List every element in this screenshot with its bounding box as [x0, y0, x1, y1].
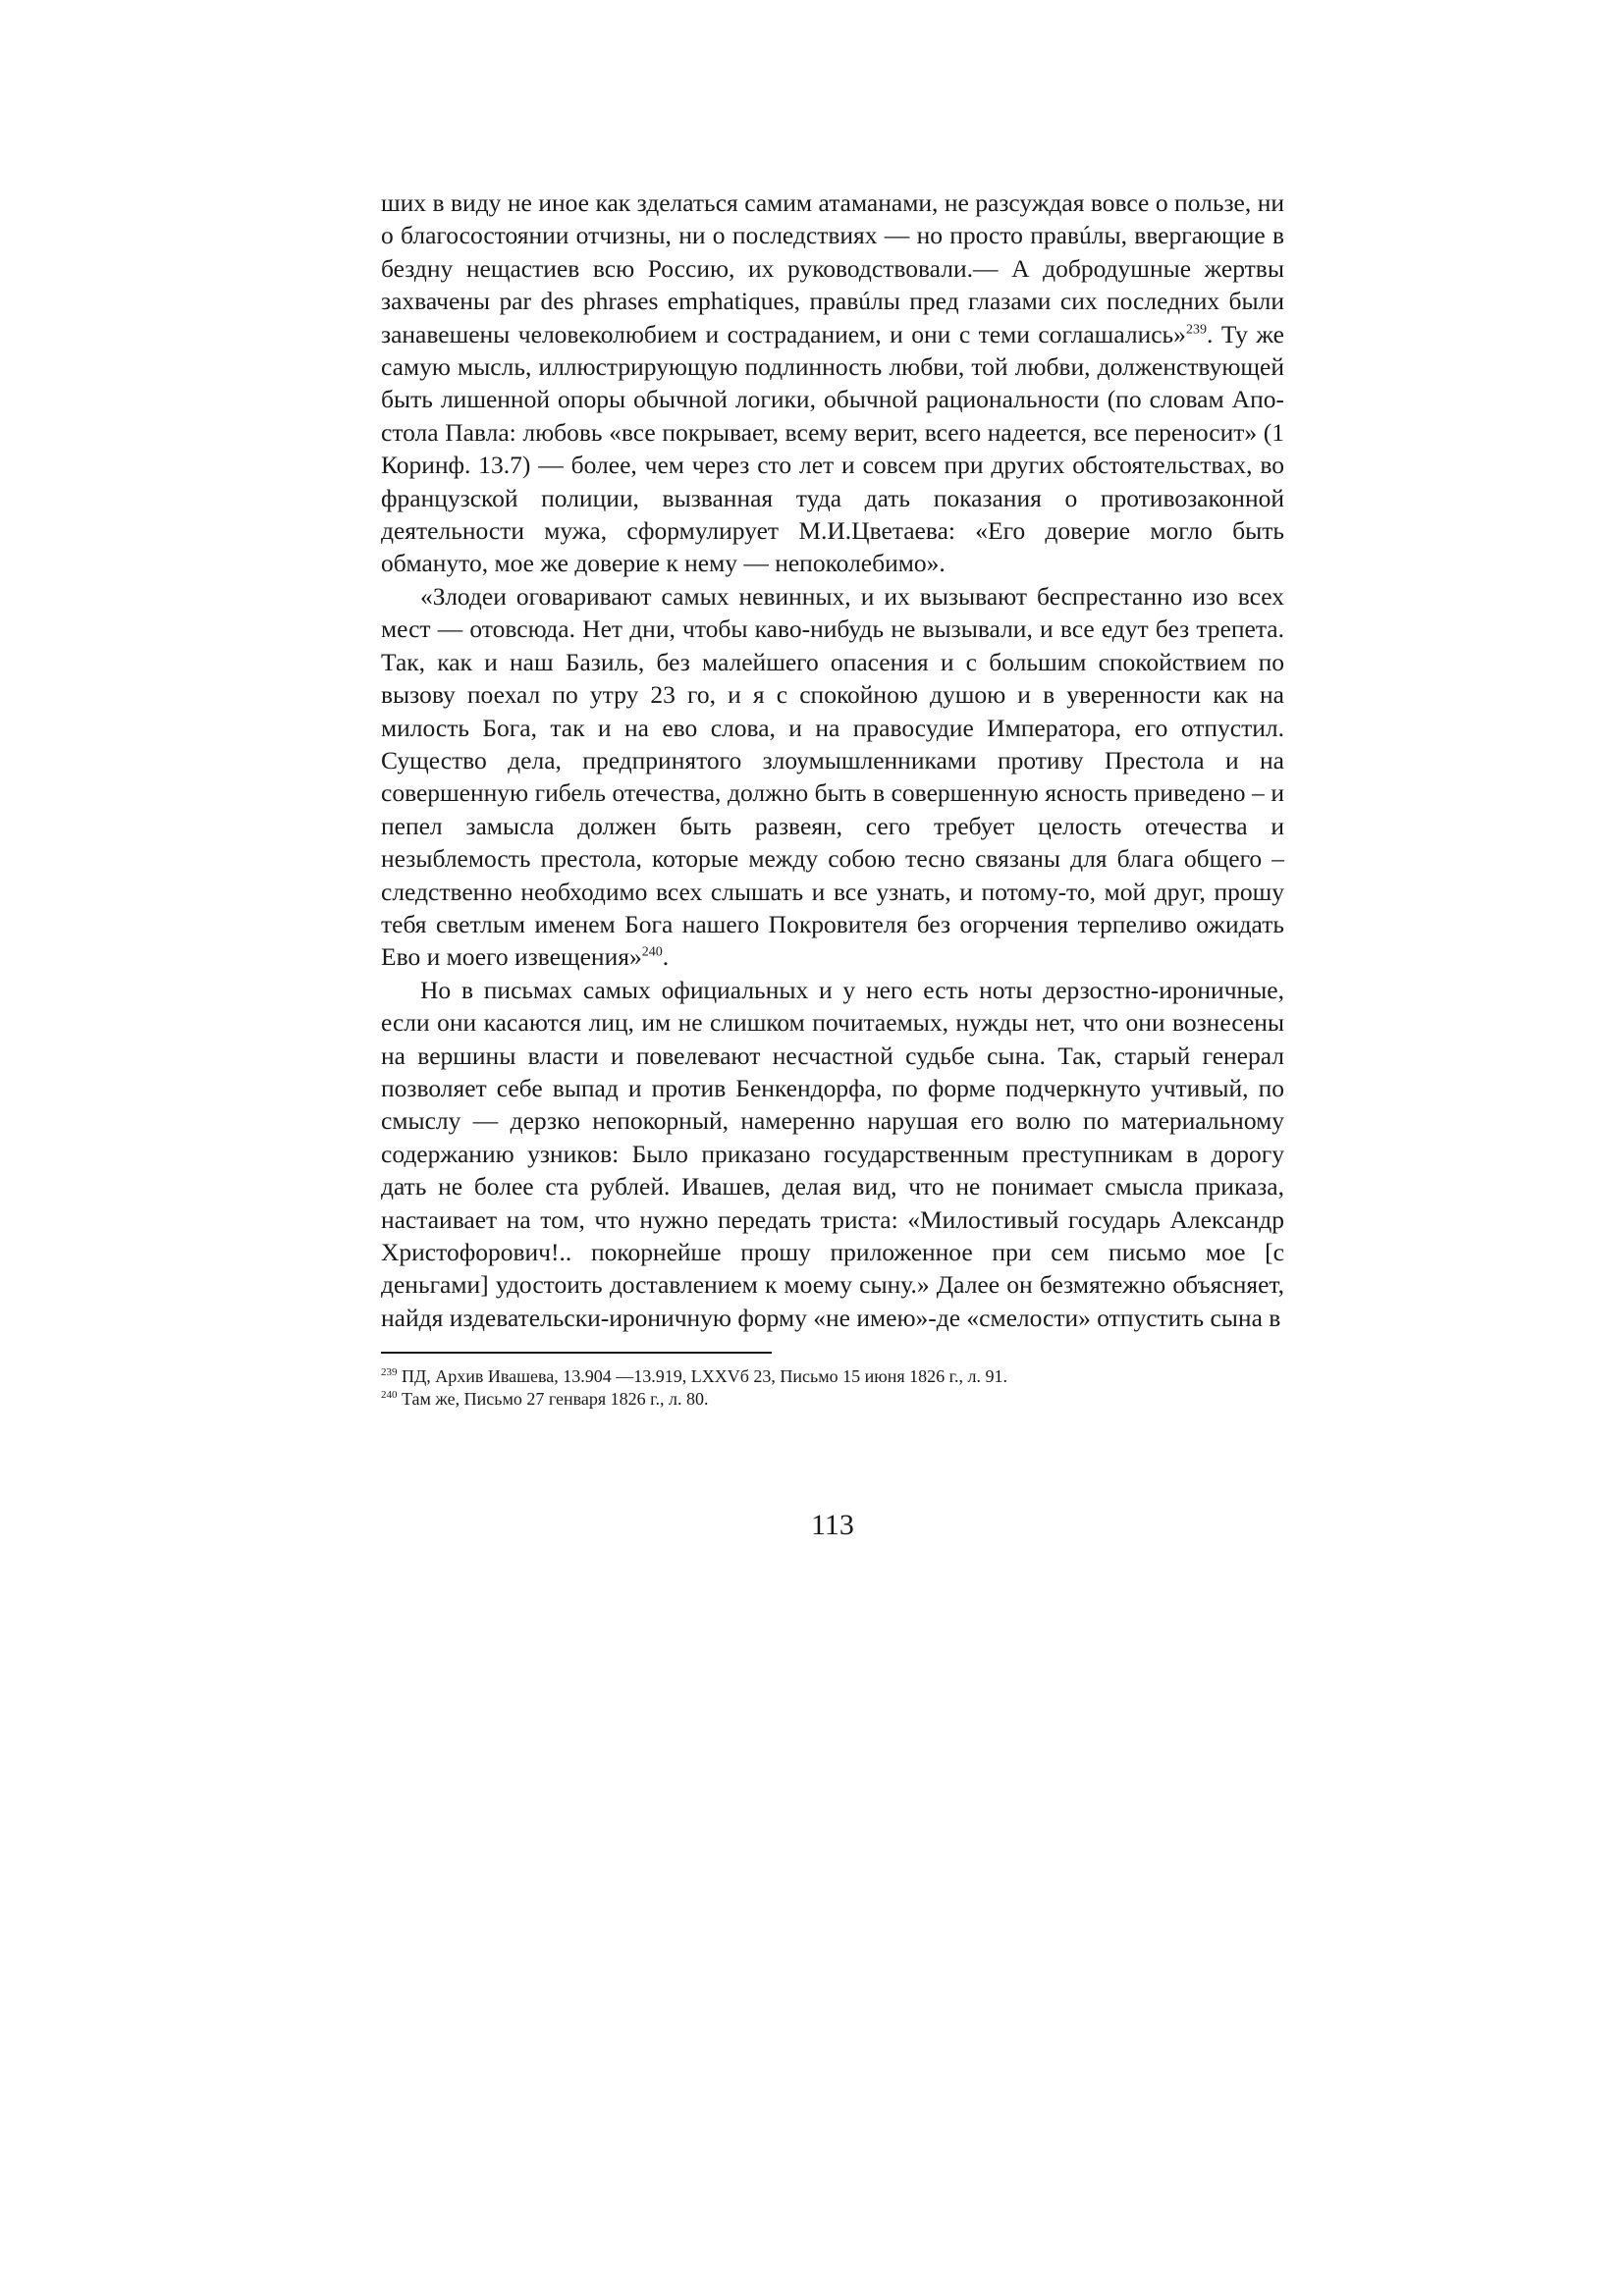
footnote-240 — [381, 1388, 1284, 1411]
paragraph-1-text: ших в виду не иное как зделаться самим атаманами, не разсуждая вовсе о пользе, ни о благосостоянии отчизны, ни о последствиях — но просто правúлы, ввергающие в бездну нещастиев всю Россию, их руководствовали.— А добродушные жертвы захвачены par des phrases emphatiques, правúлы пред глазами сих последних были занавешены человеколюбием и состраданием, и они с теми соглашались» — [381, 188, 1284, 348]
page-content — [381, 187, 1284, 1411]
paragraph-1-continuation: . Ту же самую мысль, иллюстрирующую подлинность любви, той любви, долженствующей быть лишенной опоры обычной логики, обычной рациональности (по словам Апостола Павла: любовь «все покрывает, всему верит, всего надеется, все переносит» (1 Коринф. 13.7) — более, чем через сто лет и совсем при других обстоятельствах, во французской полиции, вызванная туда дать показания о противозаконной деятельности мужа, сформулирует М.И.Цветаева: «Его доверие могло быть обмануто, мое же доверие к нему — непоколебимо». — [381, 319, 1284, 578]
page-number: 113 — [811, 1509, 854, 1541]
paragraph-1 — [381, 187, 1284, 580]
paragraph-2-continuation: . — [662, 942, 670, 972]
paragraph-2-text: «Злодеи оговаривают самых невинных, и их вызывают беспрестанно изо всех мест — отовсюда. Нет дни, чтобы каво-нибудь не вызывали, и все едут без трепета. Так, как и наш Базиль, без малейшего опасения и с большим спокойствием по вызову поехал по утру 23 го, и я с спокойною душою и в уверенности как на милость Бога, так и на ево слова, и на правосудие Императора, его отпустил. Существо дела, предпринятого злоумышленниками противу Престола и на совершенную гибель отечества, должно быть в совершенную ясность приведено – и пепел замысла должен быть развеян, сего требует целость отечества и незыблемость престола, которые между собою тесно связаны для блага общего – следственно необходимо всех слышать и все узнать, и потому-то, мой друг, прошу тебя светлым именем Бога нашего Покровителя без огорчения терпеливо ожидать Ево и моего извещения» — [381, 581, 1284, 972]
footnote-text: Там же, Письмо 27 генваря 1826 г., л. 80. — [397, 1389, 709, 1410]
footnote-number: 239 — [381, 1366, 398, 1379]
footnote-ref-240[interactable]: 240 — [641, 944, 663, 960]
footnote-239 — [381, 1365, 1284, 1388]
paragraph-2 — [381, 580, 1284, 974]
footnote-divider — [381, 1352, 772, 1354]
footnote-number: 240 — [381, 1389, 398, 1402]
footnote-text: ПД, Архив Ивашева, 13.904 —13.919, LXXVб 23, Письмо 15 июня 1826 г., л. 91. — [397, 1366, 1007, 1387]
footnote-ref-239[interactable]: 239 — [1185, 322, 1207, 338]
paragraph-3: Но в письмах самых официальных и у него есть ноты дерзостно-ироничные, если они касаются лиц, им не слишком почитаемых, нужды нет, что они вознесены на вершины власти и повелевают несчастной судьбе сына. Так, старый генерал позволяет себе выпад и против Бенкендорфа, по форме подчеркнуто учтивый, по смыслу — дерзко непокорный, намеренно нарушая его волю по материальному содержанию узников: Было приказано государственным преступникам в дорогу дать не более ста рублей. Ивашев, делая вид, что не понимает смысла приказа, настаивает на том, что нужно передать триста: «Милостивый государь Александр Христофорович!.. покорнейше прошу приложенное при сем письмо мое [с деньгами] удостоить доставлением к моему сыну.» Далее он безмятежно объясняет, найдя издевательски-ироничную форму «не имею»-де «смелости» отпустить сына в — [381, 975, 1284, 1332]
